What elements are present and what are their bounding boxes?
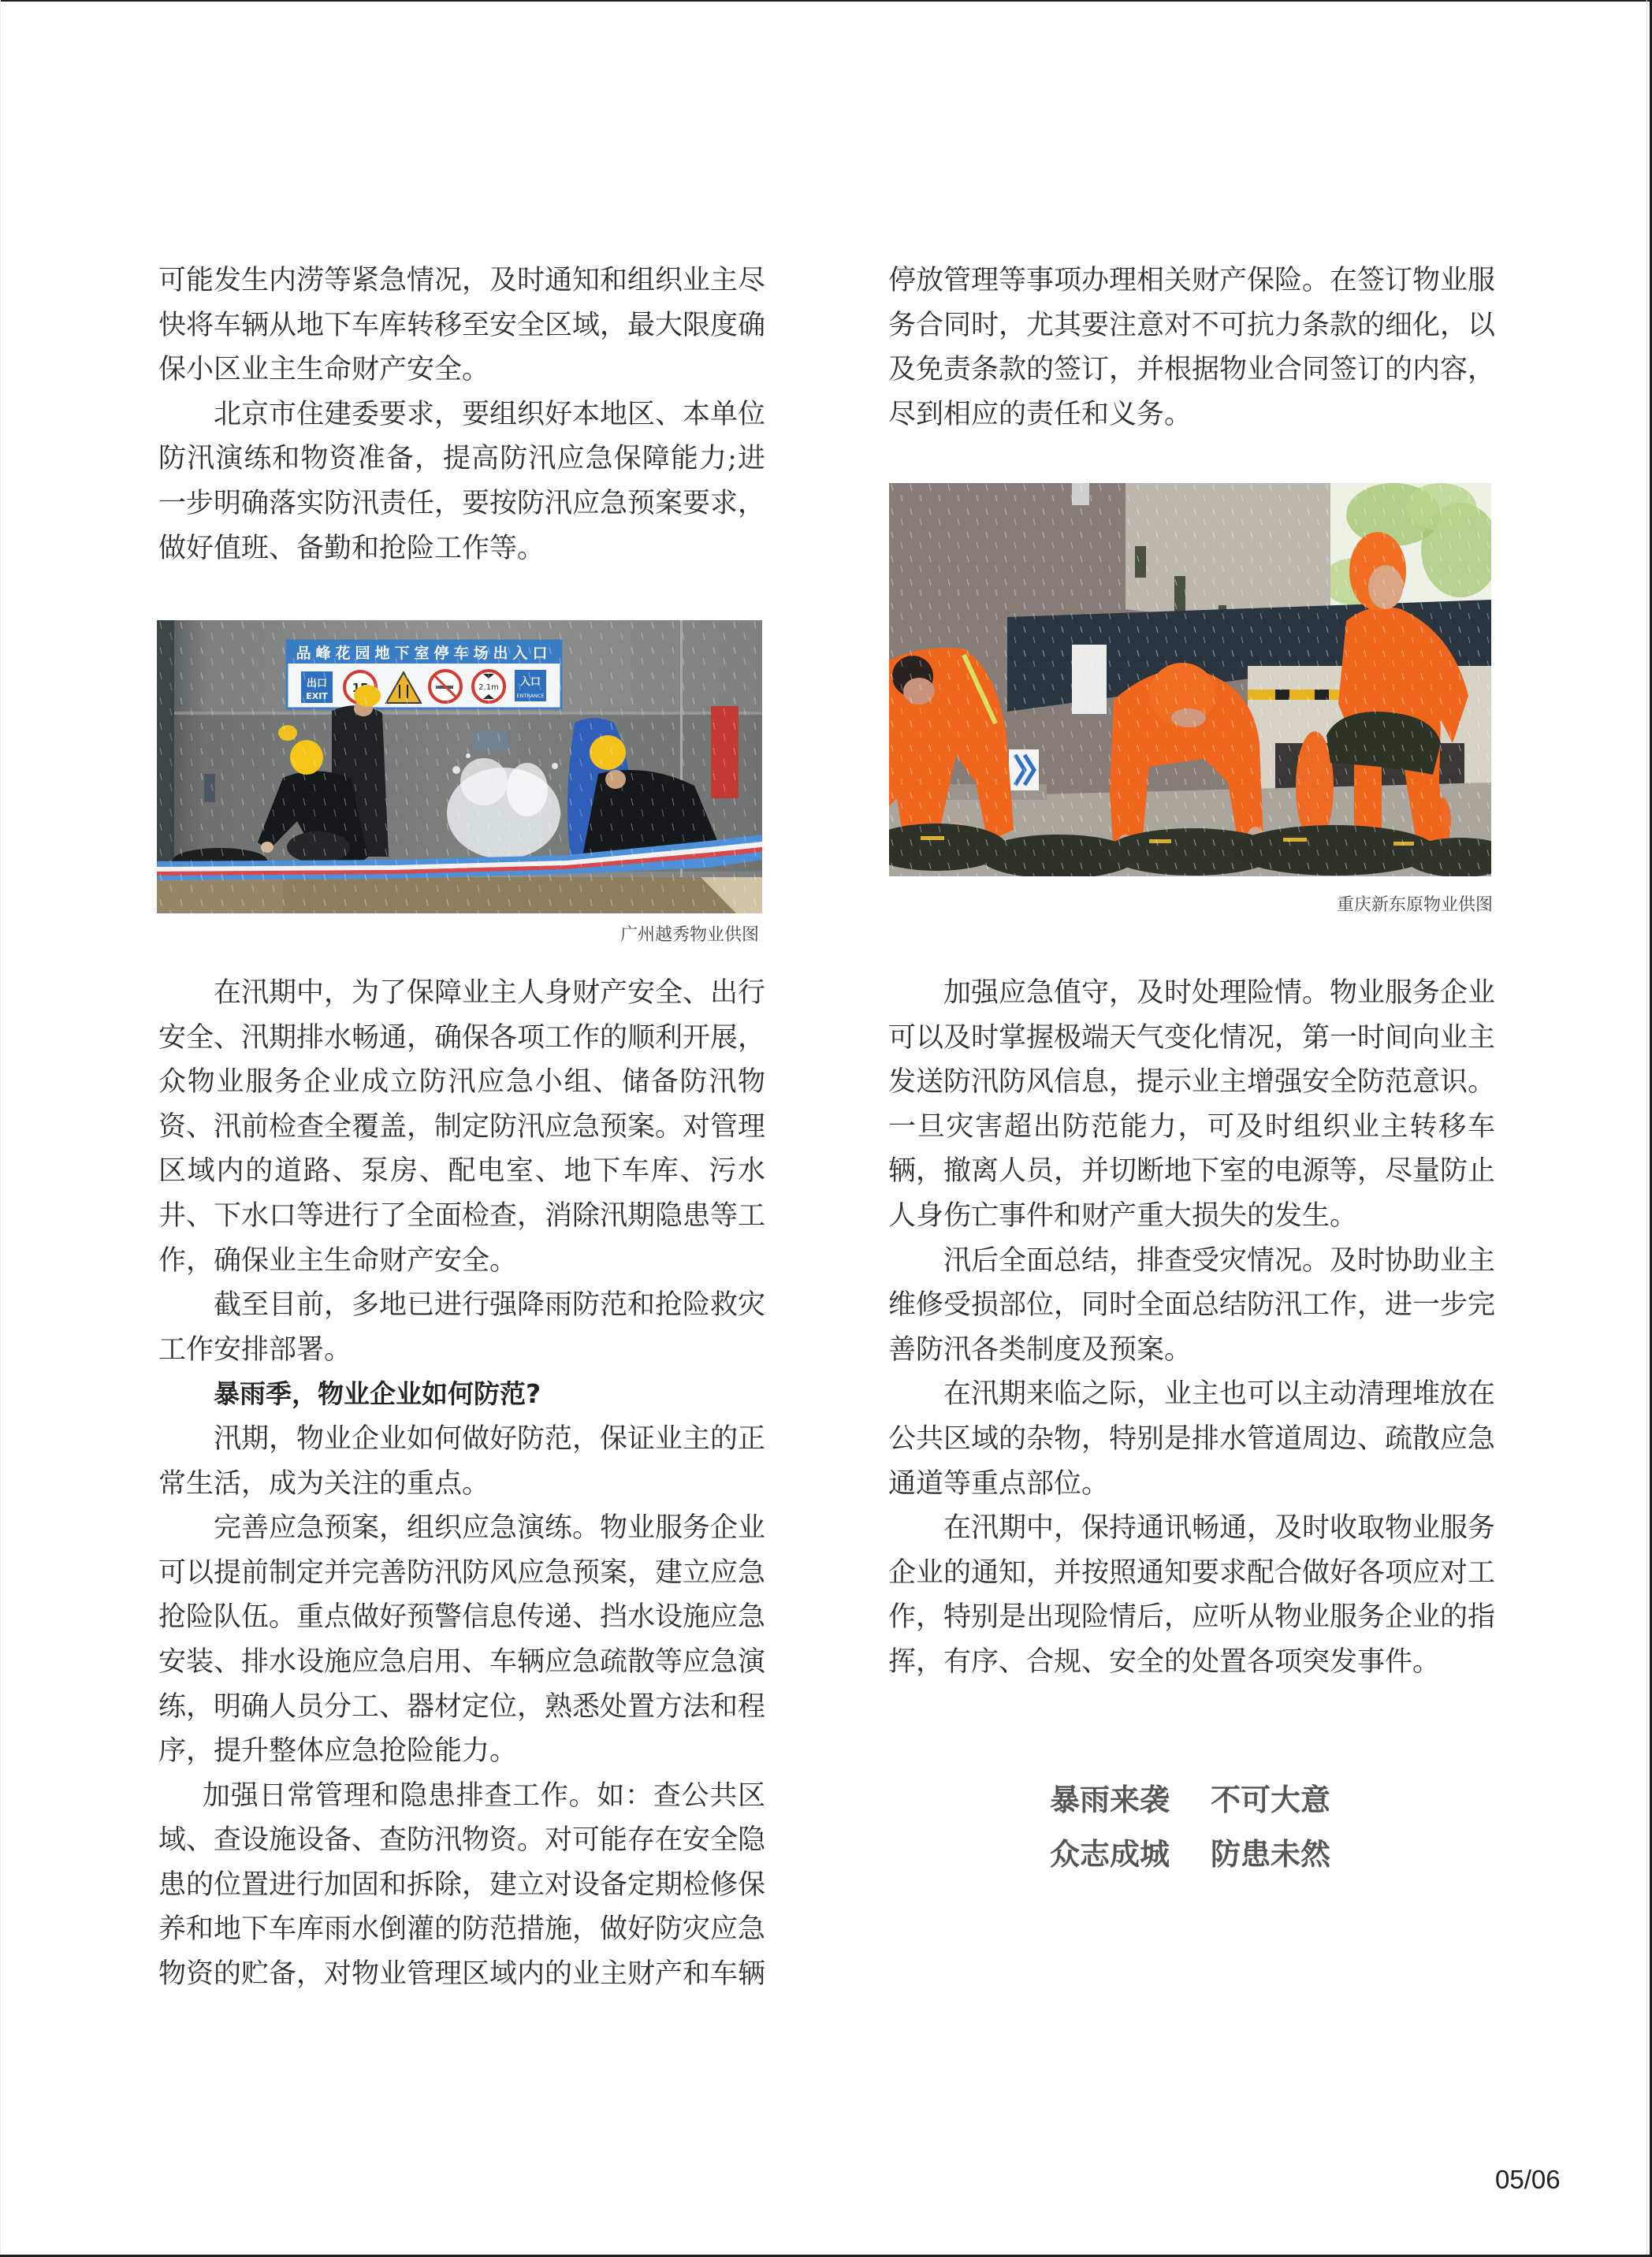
paragraph [158,1417,765,1506]
text-line: 尽到相应的责任和义务。 [888,398,1192,430]
text-line: 停放管理等事项办理相关财产保险。在签订物业服 [888,265,1495,296]
text-line: 域、查设施设备、查防汛物资。对可能存在安全隐 [158,1824,765,1857]
text-line: 辆，撤离人员，并切断地下室的电源等，尽量防止 [888,1155,1495,1188]
text-line: 抢险队伍。重点做好预警信息传递、挡水设施应急 [158,1601,765,1634]
text-line: 物资的贮备，对物业管理区域内的业主财产和车辆 [158,1958,765,1991]
text-line: 维修受损部位，同时全面总结防汛工作，进一步完 [888,1289,1495,1322]
text-line: 企业的通知，并按照通知要求配合做好各项应对工 [888,1556,1495,1589]
photo-sandbag-workers [889,483,1491,876]
text-line: 及免责条款的签订，并根据物业合同签订的内容， [888,354,1495,386]
text-line: 安装、排水设施应急启用、车辆应急疏散等应急演 [158,1645,765,1678]
page-number: 05/06 [1495,2165,1561,2194]
paragraph [888,971,1495,1239]
text-line: 作，确保业主生命财产安全。 [158,1244,518,1277]
paragraph [158,1283,765,1372]
paragraph [158,392,765,571]
left-column-top-text [158,258,765,571]
paragraph [158,1774,765,1997]
text-line: 完善应急预案，组织应急演练。物业服务企业 [214,1512,765,1545]
text-line: 作，特别是出现险情后，应听从物业服务企业的指 [888,1601,1495,1634]
text-line: 汛期，物业企业如何做好防范，保证业主的正 [214,1422,765,1455]
photo-caption: 重庆新东原物业供图 [1336,895,1493,915]
paragraph [158,258,765,392]
paragraph [158,971,765,1283]
text-line: 汛后全面总结，排查受灾情况。及时协助业主 [943,1244,1495,1277]
text-line: 工作安排部署。 [158,1333,352,1366]
slogan-phrase: 暴雨来袭 [1050,1782,1170,1817]
text-line: 资、汛前检查全覆盖，制定防汛应急预案。对管理 [158,1110,765,1143]
text-line: 善防汛各类制度及预案。 [888,1333,1192,1366]
paragraph [888,1372,1495,1506]
text-line: 养和地下车库雨水倒灌的防范措施，做好防灾应急 [158,1913,765,1946]
slogan-phrase: 众志成城 [1050,1836,1170,1872]
text-line: 可能发生内涝等紧急情况，及时通知和组织业主尽 [158,265,765,296]
text-line: 务合同时，尤其要注意对不可抗力条款的细化，以 [888,309,1495,341]
photo-rain-overlay [157,620,762,913]
text-line: 在汛期中，保持通讯畅通，及时收取物业服务 [943,1512,1495,1545]
text-line: 一步明确落实防汛责任，要按防汛应急预案要求， [158,487,765,519]
section-heading: 暴雨季，物业企业如何防范? [214,1378,541,1410]
text-line: 公共区域的杂物，特别是排水管道周边、疏散应急 [888,1422,1495,1455]
page-border-left [0,0,1,2257]
text-line: 人身伤亡事件和财产重大损失的发生。 [888,1199,1358,1232]
slogan-phrase: 防患未然 [1211,1836,1331,1872]
paragraph [888,1506,1495,1684]
text-line: 加强应急值守，及时处理险情。物业服务企业 [943,977,1495,1009]
text-line: 练，明确人员分工、器材定位，熟悉处置方法和程 [158,1690,765,1723]
slogan-line [1050,1772,1330,1827]
text-line: 加强日常管理和隐患排查工作。如：查公共区 [203,1779,765,1812]
paragraph [888,1239,1495,1373]
slogan-phrase: 不可大意 [1211,1782,1331,1817]
text-line: 保小区业主生命财产安全。 [158,354,490,386]
right-column-top-text [888,258,1495,437]
left-column-bottom-text [158,971,765,1997]
photo-flood-barrier-garage [157,620,762,913]
text-line: 患的位置进行加固和拆除，建立对设备定期检修保 [158,1868,765,1901]
text-line: 在汛期中，为了保障业主人身财产安全、出行 [214,977,765,1009]
text-line: 在汛期来临之际，业主也可以主动清理堆放在 [943,1378,1495,1411]
text-line: 常生活，成为关注的重点。 [158,1467,490,1500]
slogan-line [1050,1827,1330,1881]
text-line: 防汛演练和物资准备，提高防汛应急保障能力;进 [158,443,765,475]
text-line: 众物业服务企业成立防汛应急小组、储备防汛物 [158,1066,765,1099]
text-line: 序，提升整体应急抢险能力。 [158,1735,518,1768]
text-line: 安全、汛期排水畅通，确保各项工作的顺利开展， [158,1021,765,1054]
text-line: 一旦灾害超出防范能力，可及时组织业主转移车 [888,1110,1495,1143]
photo-caption: 广州越秀物业供图 [620,925,759,945]
text-line: 快将车辆从地下车库转移至安全区域，最大限度确 [158,309,765,341]
right-column-bottom-text [888,971,1495,1685]
text-line: 可以提前制定并完善防汛防风应急预案，建立应急 [158,1556,765,1589]
photo-rain-overlay [889,483,1491,876]
paragraph [888,258,1495,437]
text-line: 发送防汛防风信息，提示业主增强安全防范意识。 [888,1066,1495,1099]
text-line: 区域内的道路、泵房、配电室、地下车库、污水 [158,1155,765,1188]
paragraph [158,1506,765,1774]
slogan [1050,1772,1330,1881]
page-border-right-inner [1646,0,1647,2257]
text-line: 北京市住建委要求，要组织好本地区、本单位 [214,398,765,430]
text-line: 通道等重点部位。 [888,1467,1110,1500]
text-line: 挥，有序、合规、安全的处置各项突发事件。 [888,1645,1441,1678]
text-line: 可以及时掌握极端天气变化情况，第一时间向业主 [888,1021,1495,1054]
text-line: 截至目前，多地已进行强降雨防范和抢险救灾 [214,1289,765,1322]
text-line: 井、下水口等进行了全面检查，消除汛期隐患等工 [158,1199,765,1232]
text-line: 做好值班、备勤和抢险工作等。 [158,532,545,564]
page-border-top [0,0,1652,2]
